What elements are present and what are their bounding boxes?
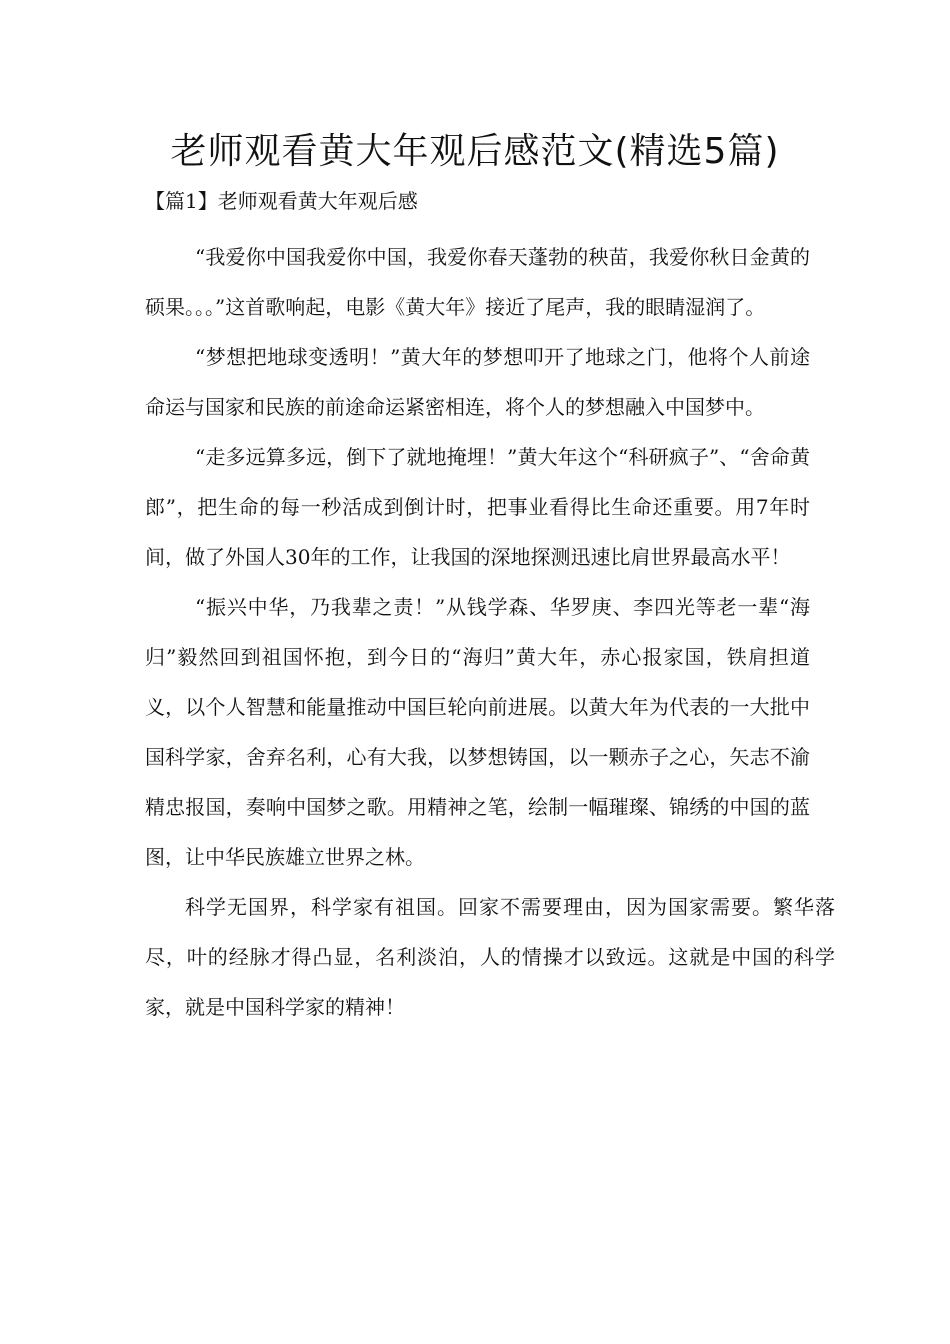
paragraph-3: “走多远算多远，倒下了就地掩埋！”黄大年这个“科研疯子”、“舍命黄郎”，把生命的每一秒活成到倒计时，把事业看得比生命还重要。用7年时间，做了外国人30年的工作，让我国的深地探测迅速比肩世界最高水平！ [145, 445, 810, 569]
paragraph-4: “振兴中华，乃我辈之责！”从钱学森、华罗庚、李四光等老一辈“海归”毅然回到祖国怀抱，到今日的“海归”黄大年，赤心报家国，铁肩担道义，以个人智慧和能量推动中国巨轮向前进展。以黄大年为代表的一大批中国科学家，舍弃名利，心有大我，以梦想铸国，以一颗赤子之心，矢志不渝精忠报国，奏响中国梦之歌。用精神之笔，绘制一幅璀璨、锦绣的中国的蓝图，让中华民族雄立世界之林。 [145, 595, 810, 869]
paragraph-5: 科学无国界，科学家有祖国。回家不需要理由，因为国家需要。繁华落尽，叶的经脉才得凸显，名利淡泊，人的情操才以致远。这就是中国的科学家，就是中国科学家的精神！ [145, 895, 835, 1019]
paragraph-2: “梦想把地球变透明！”黄大年的梦想叩开了地球之门，他将个人前途命运与国家和民族的前途命运紧密相连，将个人的梦想融入中国梦中。 [145, 345, 810, 419]
paragraph-1: “我爱你中国我爱你中国，我爱你春天蓬勃的秧苗，我爱你秋日金黄的硕果。。。”这首歌响起，电影《黄大年》接近了尾声，我的眼睛湿润了。 [145, 245, 810, 319]
section-heading: 【篇1】老师观看黄大年观后感 [145, 189, 418, 213]
document-title: 老师观看黄大年观后感范文(精选5篇) [170, 131, 780, 172]
document-body [145, 232, 835, 1032]
